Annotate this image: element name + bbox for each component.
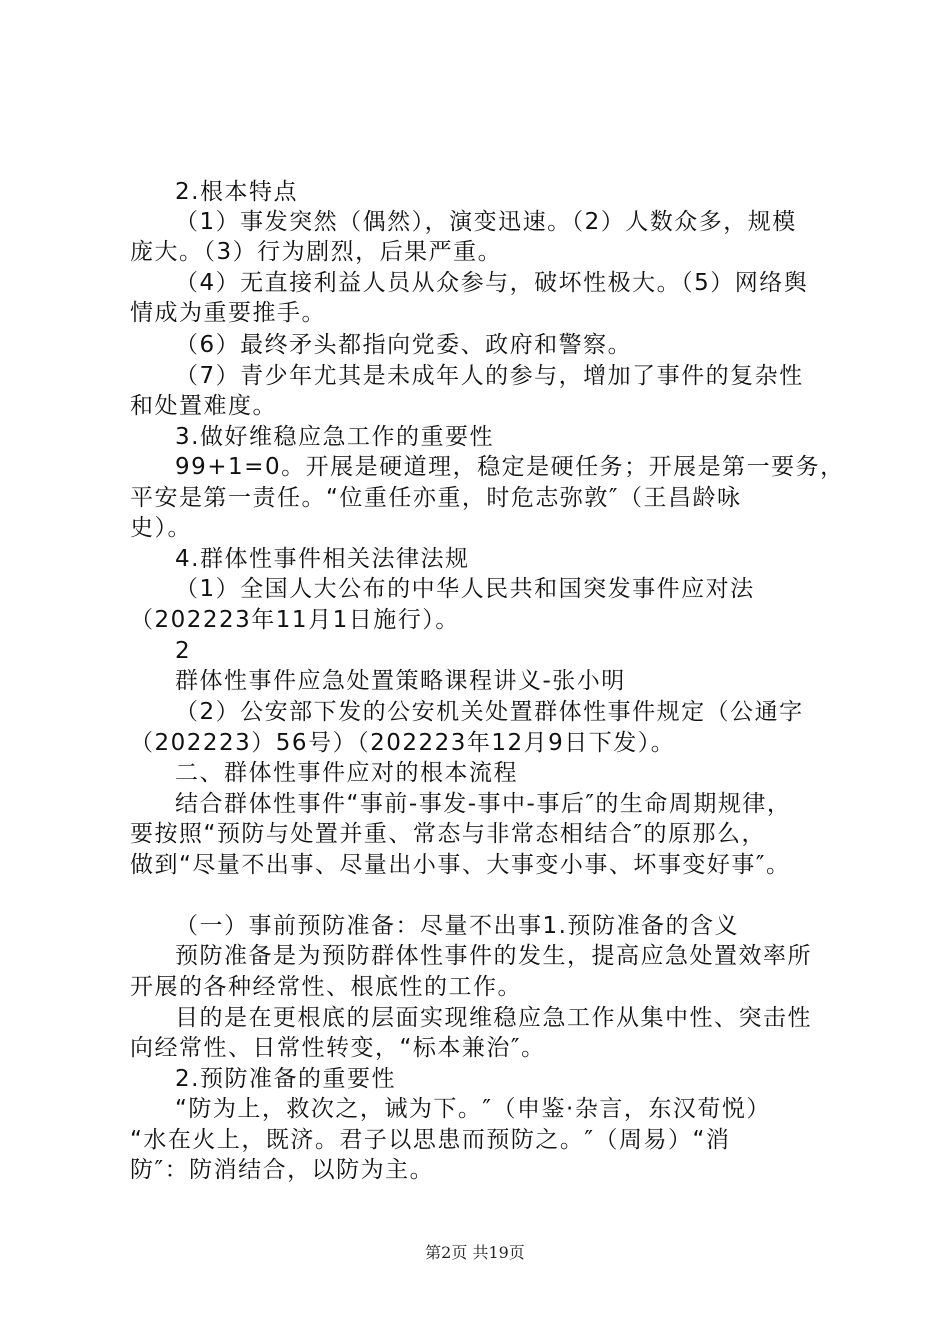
paragraph-line: 向经常性、日常性转变，“标本兼治″。 (130, 1035, 546, 1061)
heading-prevention: （一）事前预防准备：尽量不出事1.预防准备的含义 (175, 913, 739, 939)
paragraph-line: “水在火上，既济。君子以思患而预防之。″（周易）“消 (130, 1127, 731, 1153)
heading-prevention-importance: 2.预防准备的重要性 (175, 1066, 396, 1092)
paragraph-line: （202223）56号）（202223年12月9日下发）。 (130, 730, 676, 756)
paragraph-line: （1）事发突然（偶然），演变迅速。（2）人数众多，规模 (175, 209, 797, 235)
paragraph-line: 史）。 (130, 515, 192, 541)
paragraph-line: （2）公安部下发的公安机关处置群体性事件规定（公通字 (175, 699, 804, 725)
paragraph-line: （6）最终矛头都指向党委、政府和警察。 (175, 332, 633, 358)
paragraph-line: 防″：防消结合，以防为主。 (130, 1157, 435, 1183)
inline-page-number: 2 (175, 638, 192, 664)
paragraph-line: （202223年11月1日施行）。 (130, 607, 460, 633)
paragraph-line: 做到“尽量不出事、尽量出小事、大事变小事、坏事变好事″。 (130, 852, 791, 878)
paragraph-line: （7）青少年尤其是未成年人的参与，增加了事件的复杂性 (175, 363, 804, 389)
paragraph-line: （4）无直接利益人员从众参与，破坏性极大。（5）网络舆 (175, 270, 809, 296)
page-footer: 第2页 共19页 (425, 1243, 525, 1262)
paragraph-line: 要按照“预防与处置并重、常态与非常态相结合″的原那么， (130, 821, 767, 847)
paragraph-line: “防为上，救次之，诫为下。″（申鉴·杂言，东汉荀悦） (175, 1096, 771, 1122)
paragraph-line: 开展的各种经常性、根底性的工作。 (130, 974, 522, 1000)
paragraph-line: （1）全国人大公布的中华人民共和国突发事件应对法 (175, 576, 755, 602)
paragraph-line: 情成为重要推手。 (130, 300, 326, 326)
paragraph-line: 结合群体性事件“事前-事发-事中-事后″的生命周期规律， (175, 791, 792, 817)
heading-laws: 4.群体性事件相关法律法规 (175, 546, 470, 572)
paragraph-line: 和处置难度。 (130, 393, 277, 419)
heading-importance: 3.做好维稳应急工作的重要性 (175, 424, 494, 450)
paragraph-line: 目的是在更根底的层面实现维稳应急工作从集中性、突击性 (175, 1005, 812, 1031)
paragraph-line: 庞大。（3）行为剧烈，后果严重。 (130, 239, 503, 265)
paragraph-line: 平安是第一责任。“位重任亦重，时危志弥敦″（王昌龄咏 (130, 485, 742, 511)
heading-basic-features: 2.根本特点 (175, 179, 298, 205)
paragraph-line: 预防准备是为预防群体性事件的发生，提高应急处置效率所 (175, 943, 812, 969)
heading-section-two: 二、群体性事件应对的根本流程 (175, 760, 518, 786)
course-title-line: 群体性事件应急处置策略课程讲义-张小明 (175, 668, 626, 694)
paragraph-line: 99+1=0。开展是硬道理，稳定是硬任务；开展是第一要务， (175, 454, 845, 480)
